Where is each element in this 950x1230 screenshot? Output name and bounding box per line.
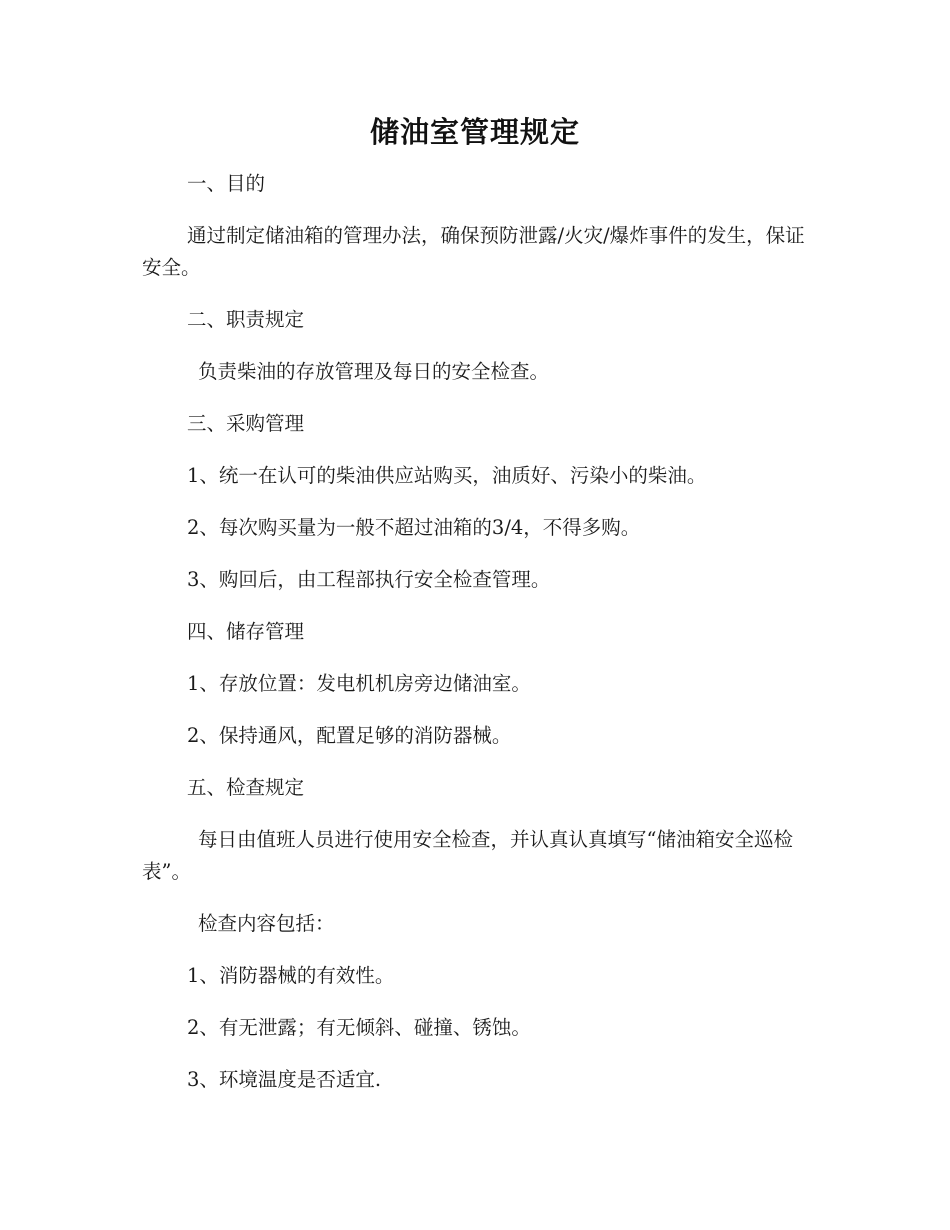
inspection-contents-label: 检查内容包括： [198,912,335,935]
procurement-item-3: 3、购回后，由工程部执行安全检查管理。 [187,568,551,591]
paragraph-responsibilities: 负责柴油的存放管理及每日的安全检查。 [198,360,550,383]
document-body [142,168,807,1096]
document-title: 储油室管理规定 [369,115,580,149]
section-heading-storage: 四、储存管理 [187,620,305,643]
paragraph-inspection: 每日由值班人员进行使用安全检查，并认真认真填写“储油箱安全巡检表”。 [142,828,793,883]
section-heading-inspection: 五、检查规定 [187,776,305,799]
inspection-item-2: 2、有无泄露；有无倾斜、碰撞、锈蚀。 [187,1016,531,1039]
storage-item-2: 2、保持通风，配置足够的消防器械。 [187,724,512,747]
procurement-item-2: 2、每次购买量为一般不超过油箱的3/4，不得多购。 [187,516,641,539]
inspection-item-1: 1、消防器械的有效性。 [187,964,395,987]
section-heading-purpose: 一、目的 [187,172,266,195]
section-heading-procurement: 三、采购管理 [187,412,305,435]
storage-item-1: 1、存放位置：发电机机房旁边储油室。 [187,672,531,695]
procurement-item-1: 1、统一在认可的柴油供应站购买，油质好、污染小的柴油。 [187,464,707,487]
inspection-item-3: 3、环境温度是否适宜. [187,1068,382,1091]
paragraph-purpose: 通过制定储油箱的管理办法，确保预防泄露/火灾/爆炸事件的发生，保证安全。 [142,224,805,279]
section-heading-responsibilities: 二、职责规定 [187,308,305,331]
